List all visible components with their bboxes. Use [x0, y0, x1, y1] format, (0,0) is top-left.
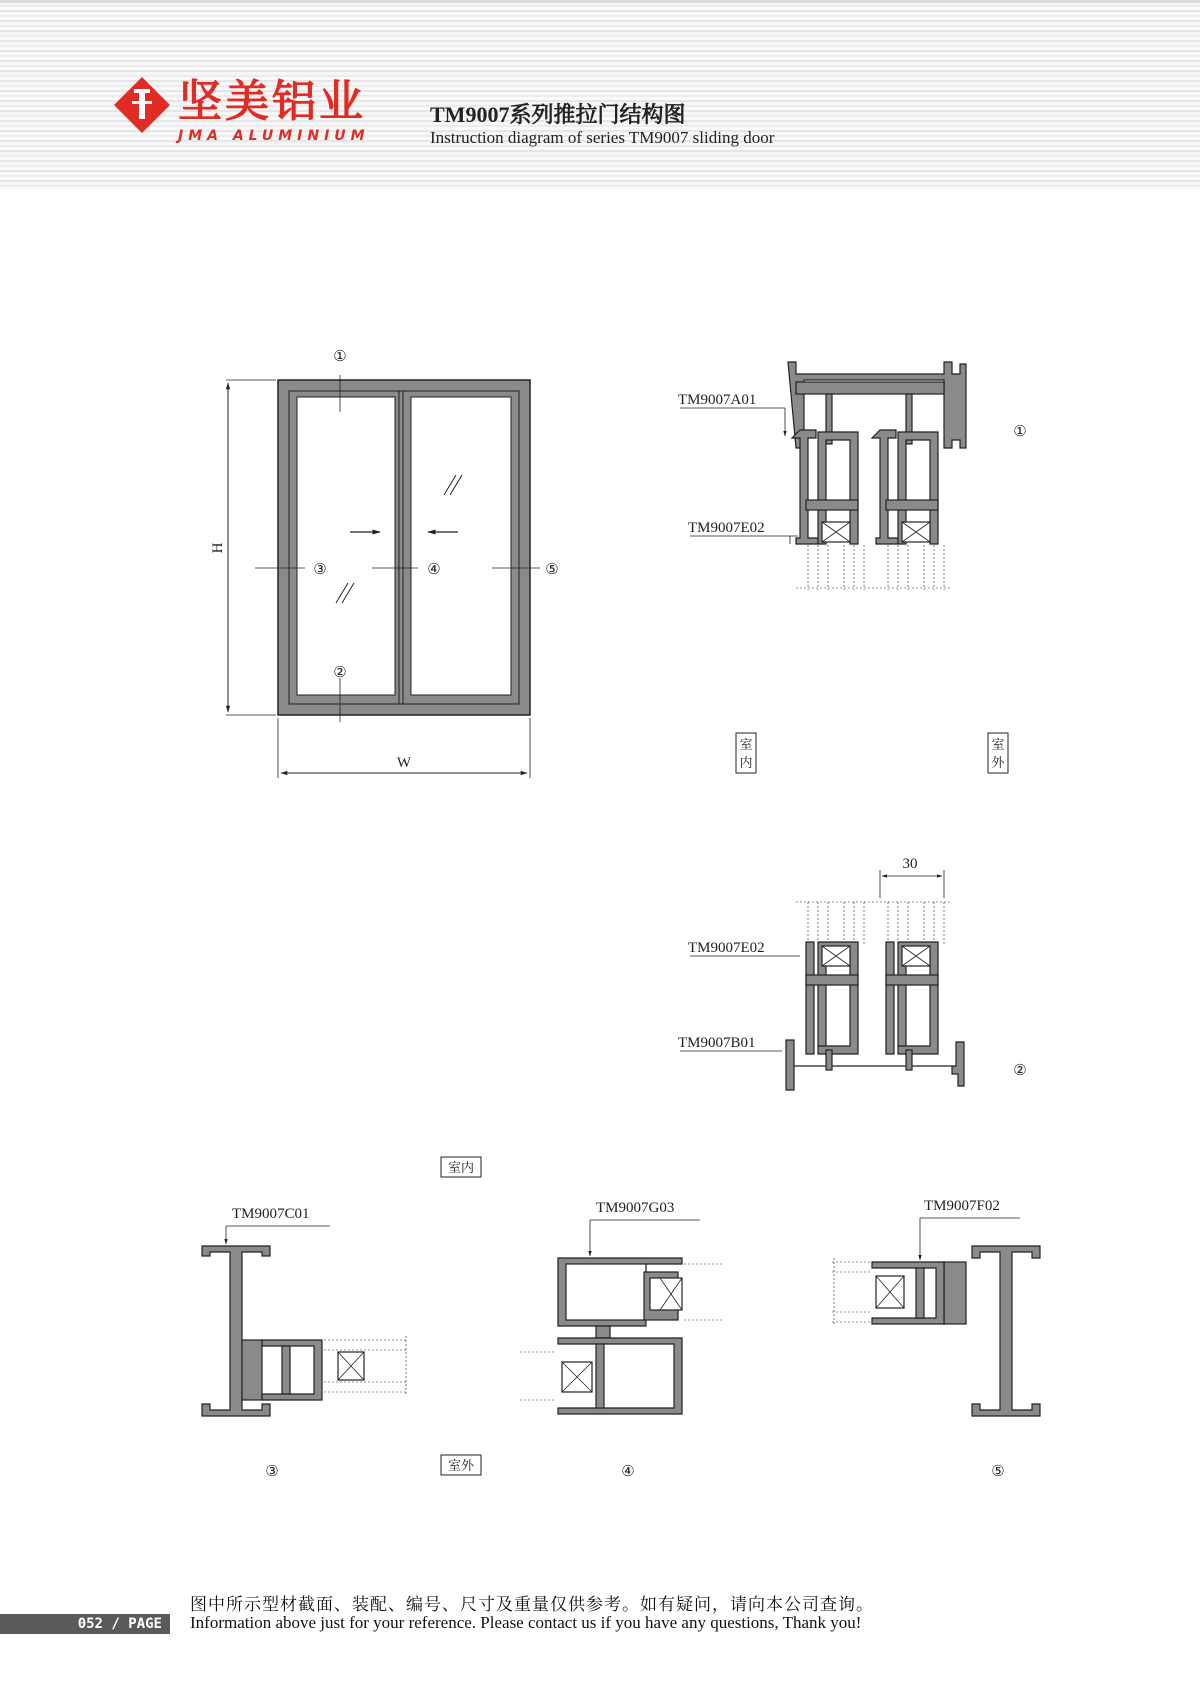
indoor-label-top-2: 内: [739, 756, 753, 771]
marker-4-section: ④: [621, 1464, 635, 1480]
section-right-jamb-profile: [832, 1218, 1040, 1416]
marker-4-elevation: ④: [427, 562, 441, 578]
brand-name-cn: 坚美铝业: [178, 76, 366, 127]
marker-2-elevation: ②: [333, 665, 347, 681]
marker-3-elevation: ③: [313, 562, 327, 578]
outdoor-label-top-2: 外: [991, 756, 1005, 771]
indoor-label-top-1: 室: [739, 738, 753, 753]
page-title-cn: TM9007系列推拉门结构图: [430, 102, 686, 127]
label-tm9007c01: TM9007C01: [232, 1206, 310, 1222]
section-meeting-profile: [520, 1220, 722, 1414]
footer-note-en: Information above just for your reference. Please contact us if you have any questions, Thank you!: [190, 1613, 862, 1632]
marker-5-elevation: ⑤: [545, 562, 559, 578]
dimension-30: 30: [902, 856, 918, 872]
label-tm9007b01: TM9007B01: [678, 1035, 756, 1051]
brand-name-en: JMA ALUMINIUM: [178, 128, 370, 144]
label-tm9007e02-bottom: TM9007E02: [688, 940, 765, 956]
marker-2-section: ②: [1013, 1063, 1027, 1079]
outdoor-label-bottom: 室外: [447, 1459, 475, 1474]
outdoor-label-top-1: 室: [991, 738, 1005, 753]
label-tm9007g03: TM9007G03: [596, 1200, 675, 1216]
marker-5-section: ⑤: [991, 1464, 1005, 1480]
marker-3-section: ③: [265, 1464, 279, 1480]
section-bottom-profile: [680, 870, 964, 1090]
label-tm9007a01: TM9007A01: [678, 392, 757, 408]
marker-1-elevation: ①: [333, 349, 347, 365]
label-tm9007e02-top: TM9007E02: [688, 520, 765, 536]
label-tm9007f02: TM9007F02: [924, 1198, 1000, 1214]
page-number-tag: 052 / PAGE: [0, 1614, 170, 1634]
section-left-jamb-profile: [202, 1226, 408, 1416]
footer-note-cn: 图中所示型材截面、装配、编号、尺寸及重量仅供参考。如有疑问，请向本公司查询。: [190, 1595, 874, 1615]
height-label: H: [210, 542, 226, 554]
marker-1-section: ①: [1013, 424, 1027, 440]
indoor-label-bottom: 室内: [447, 1161, 475, 1176]
page-title-en: Instruction diagram of series TM9007 sliding door: [430, 128, 775, 147]
door-elevation: [226, 375, 540, 778]
width-label: W: [396, 755, 412, 771]
